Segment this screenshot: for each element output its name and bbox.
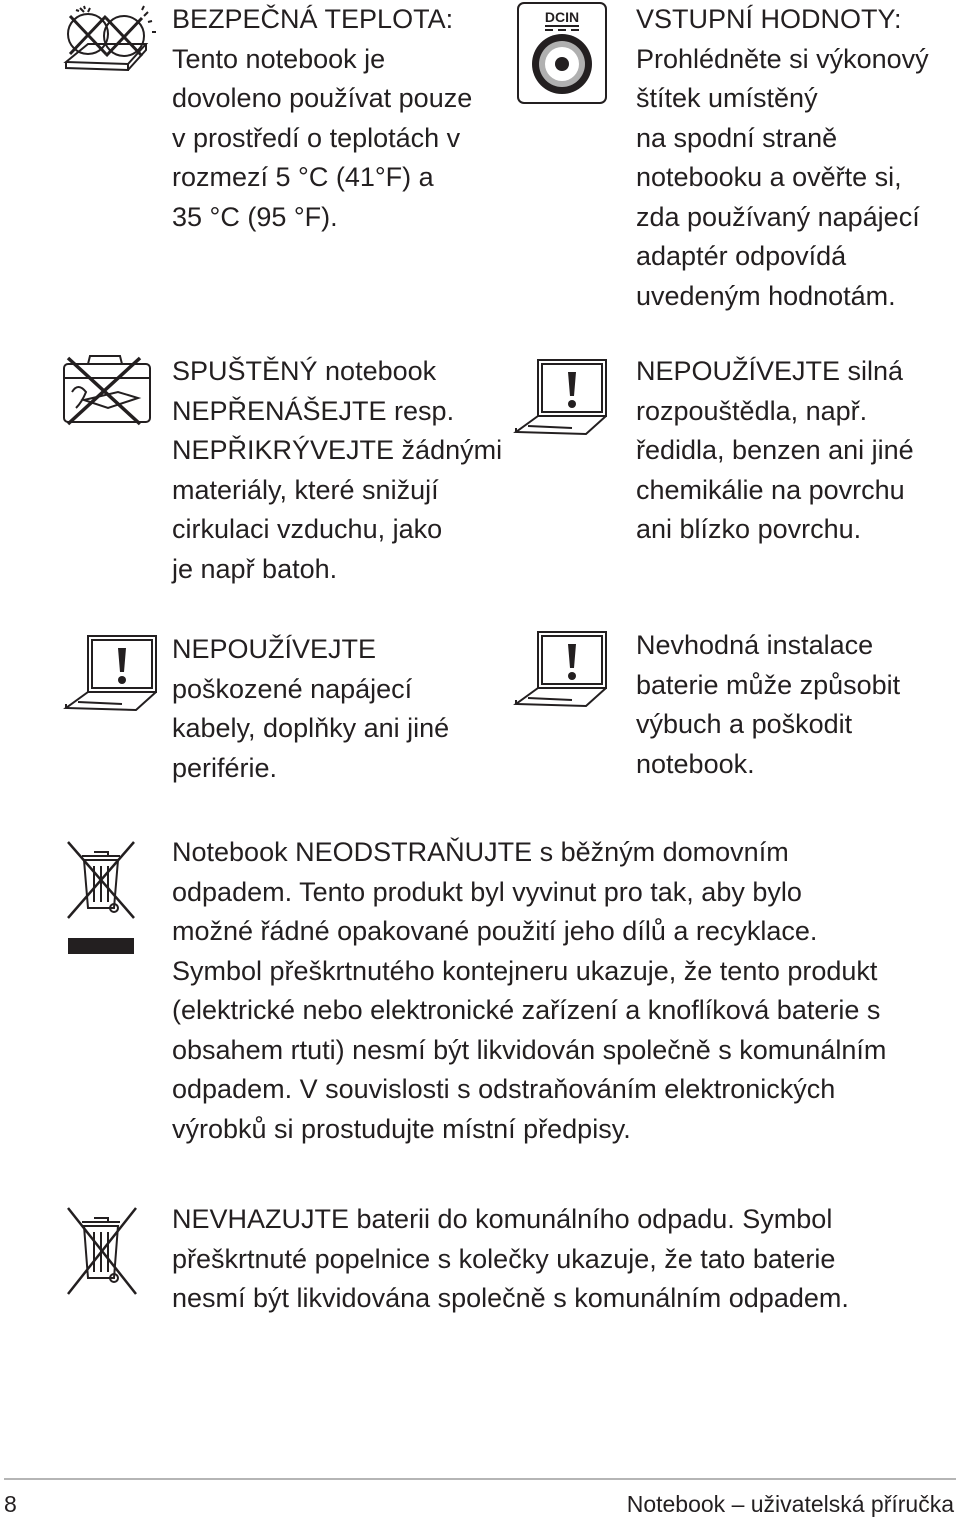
no-carry-text: SPUŠTĚNÝ notebook NEPŘENÁŠEJTE resp. NEPŘIKRÝVEJTE žádnými materiály, které snižují cirkulaci vzduchu, jako je např batoh. — [172, 356, 503, 584]
battery-install-text: Nevhodná instalace baterie může způsobit výbuch a poškodit notebook. — [636, 630, 901, 779]
laptop-warning-icon — [62, 634, 162, 712]
crossed-out-wheelie-bin-icon — [64, 838, 140, 956]
battery-disposal-text: NEVHAZUJTE baterii do komunálního odpadu. Symbol přeškrtnuté popelnice s kolečky ukazuje, že tato baterie nesmí být likvidována společně s komunálním odpadem. — [172, 1204, 849, 1313]
input-rating-text: VSTUPNÍ HODNOTY: Prohlédněte si výkonový štítek umístěný na spodní straně notebooku a ověřte si, zda používaný napájecí adaptér odpovídá uvedeným hodnotám. — [636, 4, 929, 311]
temperature-warning-icon — [58, 2, 158, 88]
disposal-text: Notebook NEODSTRAŇUJTE s běžným domovním odpadem. Tento produkt byl vyvinut pro tak, aby bylo možné řádné opakované použití jeho dílů a recyklace. Symbol přeškrtnutého kontejneru ukazuje, že tento produkt (elektrické nebo elektronické zařízení a knoflíková baterie s obsahem rtuti) nesmí být likvidován společně s komunálním odpadem. V souvislosti s odstraňováním elektronických výrobků si prostudujte místní předpisy. — [172, 837, 887, 1144]
footer-divider — [4, 1478, 956, 1480]
safe-temperature-text: BEZPEČNÁ TEPLOTA: Tento notebook je dovoleno používat pouze v prostředí o teplotách v rozmezí 5 °C (41°F) a 35 °C (95 °F). — [172, 4, 473, 232]
footer-title: Notebook – uživatelská příručka — [626, 1491, 954, 1517]
no-solvents-text: NEPOUŽÍVEJTE silná rozpouštědla, např. ředidla, benzen ani jiné chemikálie na povrchu ani blízko povrchu. — [636, 356, 914, 544]
laptop-warning-icon — [512, 358, 612, 436]
crossed-out-laptop-bag-icon — [58, 352, 158, 428]
no-damaged-text: NEPOUŽÍVEJTE poškozené napájecí kabely, doplňky ani jiné periférie. — [172, 634, 450, 783]
dc-label: DCIN — [544, 9, 580, 25]
page-number: 8 — [4, 1491, 17, 1517]
crossed-out-wheelie-bin-icon — [64, 1204, 140, 1298]
dc-input-jack-icon — [517, 2, 607, 104]
laptop-warning-icon — [512, 630, 612, 708]
